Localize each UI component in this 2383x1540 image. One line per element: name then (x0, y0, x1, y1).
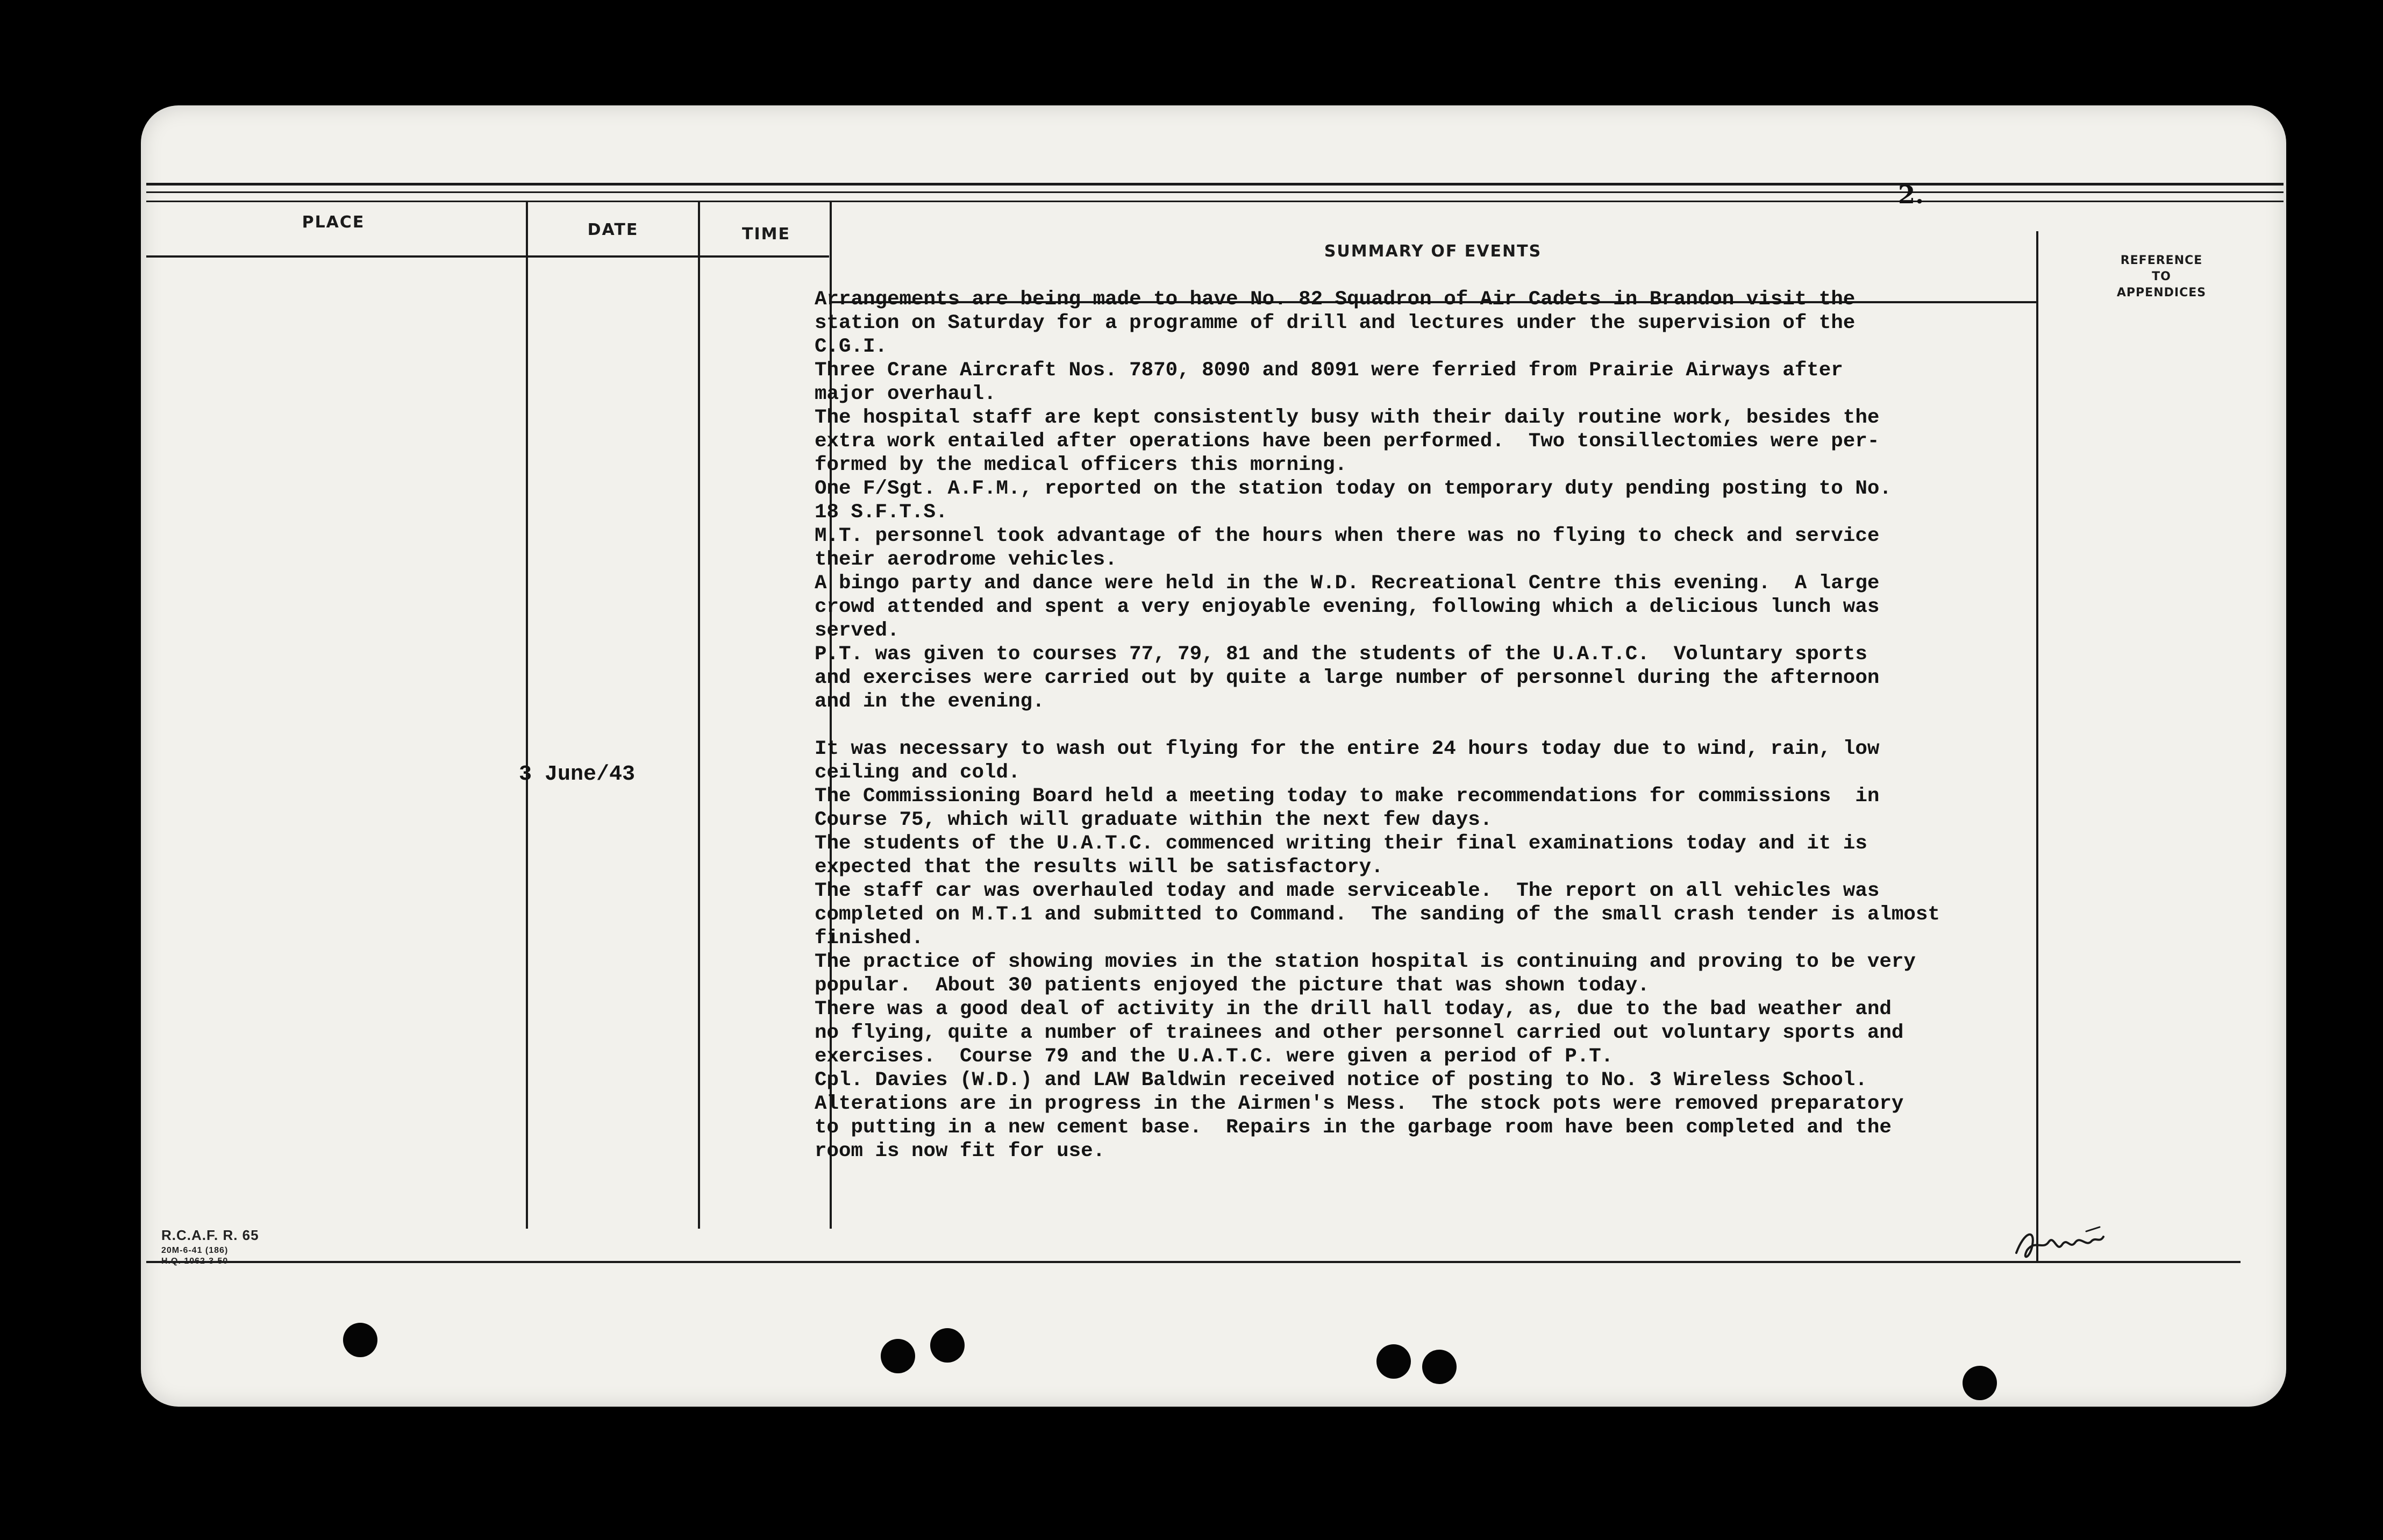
header-bottom-rule (146, 255, 829, 258)
punch-hole (343, 1323, 377, 1357)
form-print-code: 20M-6-41 (186) (161, 1246, 229, 1255)
punch-hole (1963, 1366, 1997, 1400)
punch-hole (1422, 1350, 1457, 1384)
event-entry: The staff car was overhauled today and made serviceable. The report on all vehicles was completed on M.T.1 and submitted to Command. The sanding of the small crash tender is almost finished. (815, 880, 1940, 950)
punch-hole (1376, 1344, 1411, 1379)
header-time: TIME (742, 225, 790, 244)
event-entry: One F/Sgt. A.F.M., reported on the station today on temporary duty pending posting to No. 18 S.F.T.S. (815, 477, 1892, 524)
date-entry: 3 June/43 (519, 762, 636, 787)
page-number: 2. (1898, 180, 1924, 209)
top-rule-3 (146, 201, 2284, 202)
header-date: DATE (587, 220, 639, 239)
form-identifier (161, 1227, 259, 1266)
form-hq-code: H.Q. 1062-3-50 (161, 1257, 229, 1266)
column-line-summary-reference (2036, 231, 2038, 1261)
header-place: PLACE (302, 213, 365, 232)
column-line-place-date (526, 202, 528, 1229)
form-number: R.C.A.F. R. 65 (161, 1227, 259, 1243)
top-rule-2 (146, 191, 2284, 193)
summary-of-events-list (815, 288, 2016, 1163)
event-entry: The hospital staff are kept consistently busy with their daily routine work, besides the extra work entailed after operations have been performed. Two tonsillectomies were per- formed by the medical officers this morning. (815, 407, 1880, 476)
punch-hole (881, 1339, 915, 1373)
punch-hole (930, 1328, 965, 1363)
header-summary-of-events: SUMMARY OF EVENTS (1324, 242, 1542, 261)
event-entry: A bingo party and dance were held in the W.D. Recreational Centre this evening. A large crowd attended and spent a very enjoyable evening, following which a delicious lunch was served. (815, 572, 1880, 642)
event-entry: Three Crane Aircraft Nos. 7870, 8090 and 8091 were ferried from Prairie Airways after major overhaul. (815, 359, 1843, 405)
handwritten-initials (2011, 1221, 2108, 1271)
event-entry: The practice of showing movies in the station hospital is continuing and proving to be very popular. About 30 patients enjoyed the picture that was shown today. (815, 951, 1916, 997)
top-rule-1 (146, 183, 2284, 186)
event-entry: It was necessary to wash out flying for the entire 24 hours today due to wind, rain, low ceiling and cold. (815, 738, 1880, 784)
event-entry: P.T. was given to courses 77, 79, 81 and the students of the U.A.T.C. Voluntary sports and exercises were carried out by quite a large number of personnel during the afternoon and in the evening. (815, 643, 1880, 713)
event-entry: The students of the U.A.T.C. commenced writing their final examinations today and it is expected that the results will be satisfactory. (815, 832, 1867, 879)
event-entry: M.T. personnel took advantage of the hours when there was no flying to check and service their aerodrome vehicles. (815, 525, 1880, 571)
event-entry: There was a good deal of activity in the drill hall today, as, due to the bad weather and no flying, quite a number of trainees and other personnel carried out voluntary sports and exercises. Course 79 and the U.A.T.C. were given a period of P.T. (815, 998, 1904, 1068)
event-entry: Alterations are in progress in the Airmen's Mess. The stock pots were removed preparatory to putting in a new cement base. Repairs in the garbage room have been completed and the room is now fit for use. (815, 1093, 1904, 1163)
bottom-rule (146, 1261, 2241, 1263)
event-entry: Cpl. Davies (W.D.) and LAW Baldwin received notice of posting to No. 3 Wireless School. (815, 1069, 1867, 1092)
header-reference-to-appendices: REFERENCE TO APPENDICES (2116, 254, 2207, 300)
event-entry: Arrangements are being made to have No. 82 Squadron of Air Cadets in Brandon visit the station on Saturday for a programme of drill and lectures under the supervision of the C.G.I. (815, 288, 1856, 358)
column-line-date-time (698, 202, 700, 1229)
event-entry: The Commissioning Board held a meeting today to make recommendations for commissions in Course 75, which will graduate within the next few days. (815, 785, 1880, 831)
